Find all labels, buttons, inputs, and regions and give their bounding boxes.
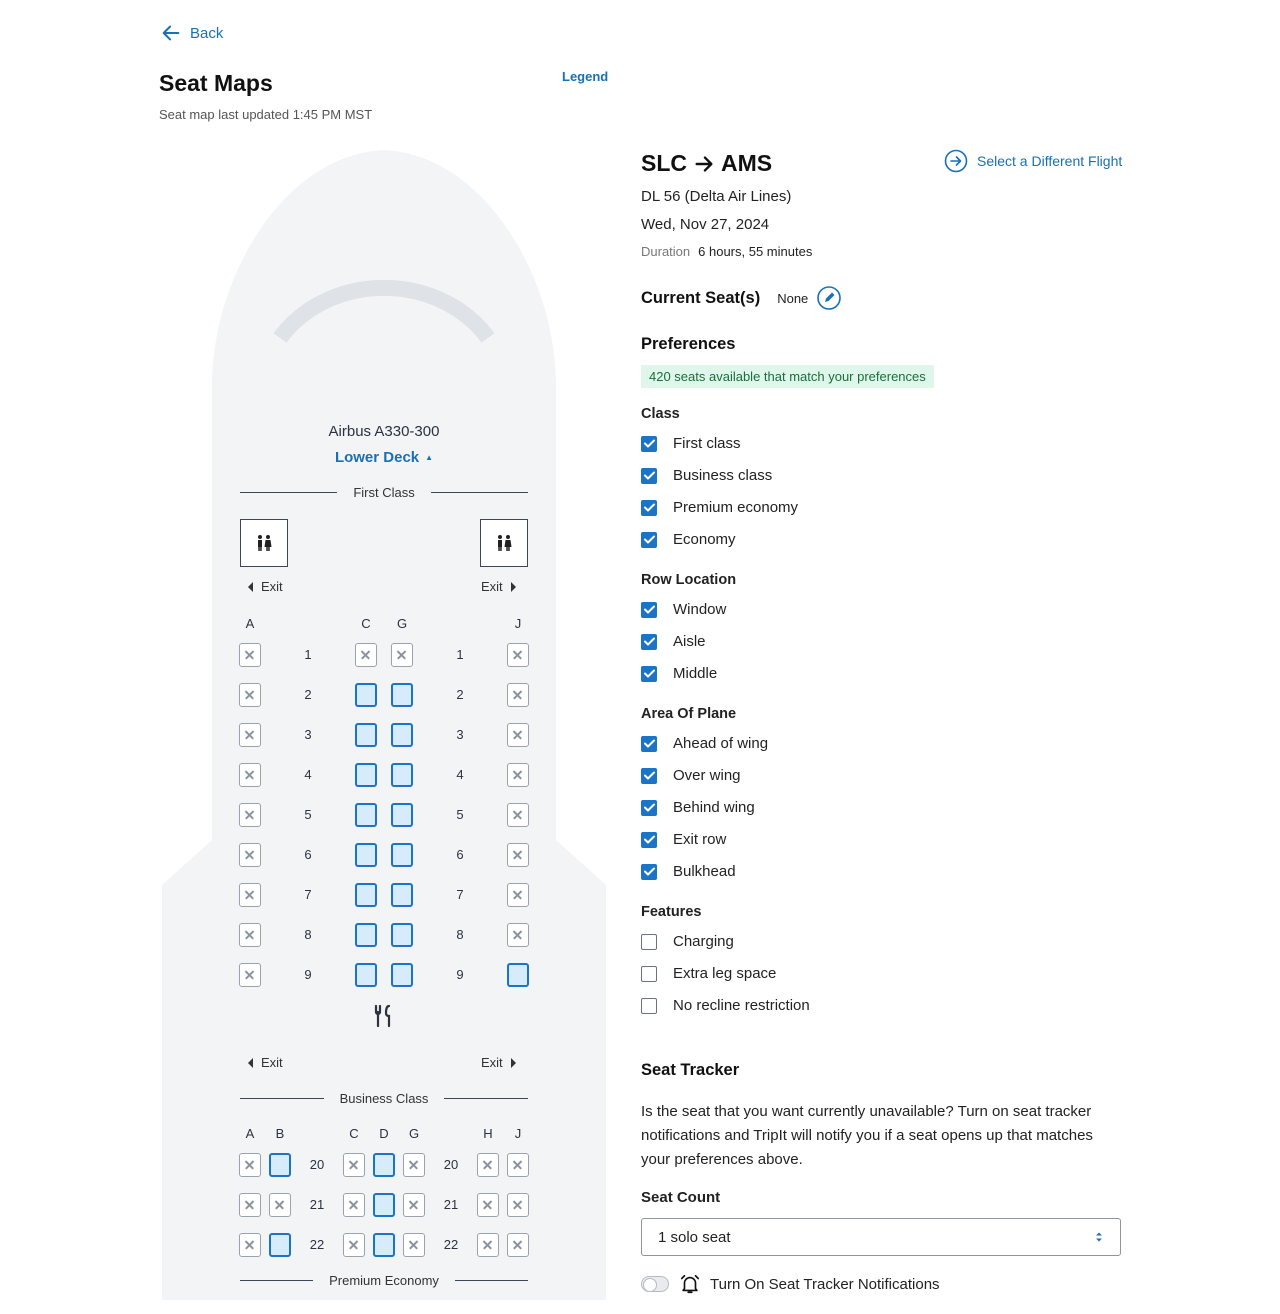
preference-checkbox-row[interactable] bbox=[641, 531, 736, 548]
seat-tracker-toggle-row bbox=[641, 1273, 940, 1295]
checkbox[interactable] bbox=[641, 602, 657, 618]
row-number: 1 bbox=[304, 647, 312, 662]
seat-unavailable bbox=[403, 1153, 425, 1177]
preference-group-title: Row Location bbox=[641, 572, 737, 588]
row-number: 7 bbox=[456, 887, 464, 902]
checkbox[interactable] bbox=[641, 934, 657, 950]
seat-tracker-toggle[interactable] bbox=[641, 1276, 669, 1292]
seat-available[interactable] bbox=[355, 723, 377, 747]
preference-checkbox-row[interactable] bbox=[641, 499, 798, 516]
seat-unavailable bbox=[355, 643, 377, 667]
checkbox[interactable] bbox=[641, 666, 657, 682]
lavatory-left bbox=[240, 519, 288, 567]
seat-unavailable bbox=[507, 1233, 529, 1257]
seat-unavailable bbox=[269, 1193, 291, 1217]
preference-group-title: Features bbox=[641, 904, 702, 920]
seat-available[interactable] bbox=[355, 843, 377, 867]
premium-economy-label: Premium Economy bbox=[329, 1273, 439, 1288]
last-updated-text: Seat map last updated 1:45 PM MST bbox=[159, 107, 373, 122]
seat-column-label: B bbox=[275, 1126, 285, 1141]
checkbox-label: Bulkhead bbox=[673, 863, 736, 880]
seat-available[interactable] bbox=[391, 723, 413, 747]
checkbox[interactable] bbox=[641, 832, 657, 848]
seat-available[interactable] bbox=[391, 763, 413, 787]
row-number: 3 bbox=[304, 727, 312, 742]
checkbox-label: Charging bbox=[673, 933, 734, 950]
lavatory-icon bbox=[494, 533, 514, 553]
checkmark-icon bbox=[644, 867, 655, 876]
preference-checkbox-row[interactable] bbox=[641, 863, 736, 880]
exit-arrow-left-icon bbox=[248, 582, 253, 592]
checkbox-label: Exit row bbox=[673, 831, 727, 848]
select-different-flight-label: Select a Different Flight bbox=[977, 153, 1123, 169]
seat-unavailable bbox=[391, 643, 413, 667]
page-title: Seat Maps bbox=[159, 70, 273, 96]
seat-unavailable bbox=[507, 723, 529, 747]
business-class-label: Business Class bbox=[339, 1091, 429, 1106]
seat-unavailable bbox=[239, 1153, 261, 1177]
back-label: Back bbox=[190, 24, 224, 42]
checkmark-icon bbox=[644, 503, 655, 512]
seat-column-label: C bbox=[349, 1126, 359, 1141]
row-number: 6 bbox=[456, 847, 464, 862]
seat-available[interactable] bbox=[391, 923, 413, 947]
checkbox-label: Extra leg space bbox=[673, 965, 777, 982]
edit-pencil-icon[interactable] bbox=[817, 286, 841, 310]
row-number: 8 bbox=[304, 927, 312, 942]
checkmark-icon bbox=[644, 605, 655, 614]
seat-available[interactable] bbox=[355, 963, 377, 987]
seat-column-label: D bbox=[379, 1126, 389, 1141]
premium-economy-divider bbox=[240, 1273, 528, 1288]
exit-arrow-left-icon bbox=[248, 1058, 253, 1068]
arrow-right-icon bbox=[693, 153, 715, 175]
current-seat-row bbox=[641, 286, 841, 310]
seat-column-label: A bbox=[245, 1126, 255, 1141]
seat-unavailable bbox=[403, 1233, 425, 1257]
preference-checkbox-row[interactable] bbox=[641, 435, 741, 452]
seat-column-label: G bbox=[408, 1126, 420, 1141]
seat-column-label: J bbox=[514, 1126, 522, 1141]
seat-unavailable bbox=[239, 643, 261, 667]
checkbox-label: First class bbox=[673, 435, 741, 452]
checkbox[interactable] bbox=[641, 500, 657, 516]
first-class-label: First Class bbox=[353, 485, 415, 500]
exit-arrow-right-icon bbox=[511, 1058, 516, 1068]
checkbox-label: Ahead of wing bbox=[673, 735, 769, 752]
duration-value: 6 hours, 55 minutes bbox=[698, 244, 813, 259]
checkbox-label: Business class bbox=[673, 467, 773, 484]
aircraft-model: Airbus A330-300 bbox=[328, 423, 440, 440]
exit-left-front bbox=[248, 579, 283, 594]
seat-tracker-description: Is the seat that you want currently unavailable? Turn on seat tracker notifications and TripIt will notify you if a seat opens up that matches your preferences above. bbox=[641, 1103, 1093, 1168]
checkbox-label: Aisle bbox=[673, 633, 706, 650]
lavatory-right bbox=[480, 519, 528, 567]
seat-unavailable bbox=[507, 643, 529, 667]
circle-arrow-right-icon bbox=[944, 149, 968, 173]
checkmark-icon bbox=[644, 739, 655, 748]
seat-column-label: G bbox=[396, 616, 408, 631]
checkmark-icon bbox=[644, 835, 655, 844]
seat-unavailable bbox=[239, 1193, 261, 1217]
checkbox-label: Behind wing bbox=[673, 799, 755, 816]
preference-group-title: Class bbox=[641, 406, 680, 422]
checkbox[interactable] bbox=[641, 532, 657, 548]
caret-up-icon: ▲ bbox=[425, 453, 434, 462]
seat-available[interactable] bbox=[391, 683, 413, 707]
row-number: 21 bbox=[443, 1197, 459, 1212]
seat-unavailable bbox=[343, 1233, 365, 1257]
alarm-bell-icon bbox=[679, 1273, 701, 1295]
seat-unavailable bbox=[507, 923, 529, 947]
row-number: 9 bbox=[456, 967, 464, 982]
seat-unavailable bbox=[239, 963, 261, 987]
seat-unavailable bbox=[239, 923, 261, 947]
seat-unavailable bbox=[477, 1193, 499, 1217]
row-number: 1 bbox=[456, 647, 464, 662]
row-number: 6 bbox=[304, 847, 312, 862]
deck-selector[interactable] bbox=[162, 449, 606, 466]
seat-tracker-toggle-label: Turn On Seat Tracker Notifications bbox=[710, 1275, 940, 1293]
checkbox[interactable] bbox=[641, 998, 657, 1014]
row-number: 2 bbox=[304, 687, 312, 702]
seat-unavailable bbox=[477, 1233, 499, 1257]
seat-unavailable bbox=[239, 723, 261, 747]
preference-checkbox-row[interactable] bbox=[641, 933, 734, 950]
row-number: 20 bbox=[443, 1157, 459, 1172]
seat-available[interactable] bbox=[391, 803, 413, 827]
row-number: 5 bbox=[456, 807, 464, 822]
seat-unavailable bbox=[507, 763, 529, 787]
checkbox[interactable] bbox=[641, 736, 657, 752]
row-number: 20 bbox=[309, 1157, 325, 1172]
seat-available[interactable] bbox=[355, 883, 377, 907]
seat-unavailable bbox=[239, 803, 261, 827]
checkmark-icon bbox=[644, 637, 655, 646]
seat-available[interactable] bbox=[355, 923, 377, 947]
checkbox-label: Over wing bbox=[673, 767, 741, 784]
preference-checkbox-row[interactable] bbox=[641, 601, 726, 618]
route-title bbox=[641, 150, 772, 177]
preference-checkbox-row[interactable] bbox=[641, 633, 706, 650]
seat-available[interactable] bbox=[269, 1233, 291, 1257]
business-class-divider bbox=[240, 1091, 528, 1106]
seat-column-label: C bbox=[361, 616, 371, 631]
seat-available[interactable] bbox=[373, 1193, 395, 1217]
checkbox-label: Window bbox=[673, 601, 727, 618]
seat-available[interactable] bbox=[373, 1233, 395, 1257]
row-number: 7 bbox=[304, 887, 312, 902]
select-different-flight-link[interactable] bbox=[944, 149, 1122, 173]
checkbox[interactable] bbox=[641, 966, 657, 982]
seat-available[interactable] bbox=[269, 1153, 291, 1177]
checkmark-icon bbox=[644, 471, 655, 480]
flight-duration bbox=[641, 244, 812, 259]
checkbox-label: Premium economy bbox=[673, 499, 799, 516]
row-number: 4 bbox=[304, 767, 312, 782]
checkbox-label: Economy bbox=[673, 531, 736, 548]
seat-unavailable bbox=[507, 1153, 529, 1177]
preferences-title: Preferences bbox=[641, 335, 736, 353]
match-count-badge: 420 seats available that match your preferences bbox=[641, 365, 934, 388]
legend-link[interactable]: Legend bbox=[562, 69, 609, 84]
seat-count-label: Seat Count bbox=[641, 1189, 721, 1206]
seat-unavailable bbox=[507, 683, 529, 707]
current-seat-value: None bbox=[777, 290, 809, 306]
seat-unavailable bbox=[507, 843, 529, 867]
row-number: 22 bbox=[443, 1237, 459, 1252]
seat-unavailable bbox=[403, 1193, 425, 1217]
seat-count-select[interactable] bbox=[641, 1218, 1121, 1256]
preference-group-title: Area Of Plane bbox=[641, 706, 737, 722]
checkbox[interactable] bbox=[641, 768, 657, 784]
seat-available[interactable] bbox=[355, 803, 377, 827]
checkbox[interactable] bbox=[641, 436, 657, 452]
row-number: 2 bbox=[456, 687, 464, 702]
row-number: 9 bbox=[304, 967, 312, 982]
checkmark-icon bbox=[644, 771, 655, 780]
exit-label: Exit bbox=[261, 579, 283, 594]
seat-available[interactable] bbox=[391, 843, 413, 867]
exit-left-rear bbox=[248, 1055, 283, 1070]
checkbox-label: No recline restriction bbox=[673, 997, 810, 1014]
checkbox[interactable] bbox=[641, 468, 657, 484]
checkmark-icon bbox=[644, 803, 655, 812]
current-seat-label: Current Seat(s) bbox=[641, 288, 761, 307]
select-arrows-icon bbox=[1094, 1230, 1104, 1244]
row-number: 3 bbox=[456, 727, 464, 742]
row-number: 5 bbox=[304, 807, 312, 822]
checkbox[interactable] bbox=[641, 634, 657, 650]
checkmark-icon bbox=[644, 535, 655, 544]
seat-column-label: A bbox=[245, 616, 255, 631]
preference-checkbox-row[interactable] bbox=[641, 965, 776, 982]
seat-map bbox=[162, 150, 606, 1300]
preference-checkbox-row[interactable] bbox=[641, 997, 810, 1014]
seat-count-value: 1 solo seat bbox=[658, 1228, 731, 1246]
seat-unavailable bbox=[507, 1193, 529, 1217]
deck-label: Lower Deck bbox=[334, 449, 420, 466]
seat-unavailable bbox=[477, 1153, 499, 1177]
flight-date: Wed, Nov 27, 2024 bbox=[641, 216, 770, 233]
preference-checkbox-row[interactable] bbox=[641, 467, 772, 484]
preference-checkbox-row[interactable] bbox=[641, 767, 741, 784]
exit-right-front bbox=[481, 579, 516, 594]
checkbox[interactable] bbox=[641, 800, 657, 816]
seat-unavailable bbox=[239, 763, 261, 787]
first-class-divider bbox=[240, 485, 528, 500]
exit-right-rear bbox=[481, 1055, 516, 1070]
preference-checkbox-row[interactable] bbox=[641, 799, 755, 816]
seat-tracker-title: Seat Tracker bbox=[641, 1061, 740, 1079]
seat-unavailable bbox=[343, 1153, 365, 1177]
galley-icon bbox=[372, 1004, 396, 1028]
seat-column-label: H bbox=[483, 1126, 493, 1141]
exit-arrow-right-icon bbox=[511, 582, 516, 592]
checkmark-icon bbox=[644, 439, 655, 448]
row-number: 21 bbox=[309, 1197, 325, 1212]
row-number: 8 bbox=[456, 927, 464, 942]
seat-unavailable bbox=[239, 883, 261, 907]
seat-column-label: J bbox=[514, 616, 522, 631]
seat-unavailable bbox=[239, 683, 261, 707]
preference-checkbox-row[interactable] bbox=[641, 735, 768, 752]
seat-available[interactable] bbox=[355, 763, 377, 787]
seat-unavailable bbox=[507, 883, 529, 907]
exit-label: Exit bbox=[261, 1055, 283, 1070]
row-number: 22 bbox=[309, 1237, 325, 1252]
row-number: 4 bbox=[456, 767, 464, 782]
seat-available[interactable] bbox=[391, 963, 413, 987]
flight-number: DL 56 (Delta Air Lines) bbox=[641, 188, 792, 205]
exit-label: Exit bbox=[481, 1055, 503, 1070]
checkmark-icon bbox=[644, 669, 655, 678]
arrow-left-icon bbox=[160, 22, 182, 44]
preference-checkbox-row[interactable] bbox=[641, 831, 726, 848]
checkbox[interactable] bbox=[641, 864, 657, 880]
destination-code: AMS bbox=[721, 150, 773, 176]
origin-code: SLC bbox=[641, 150, 687, 176]
lavatory-icon bbox=[254, 533, 274, 553]
seat-unavailable bbox=[343, 1193, 365, 1217]
seat-available[interactable] bbox=[507, 963, 529, 987]
seat-unavailable bbox=[507, 803, 529, 827]
back-link[interactable] bbox=[160, 22, 223, 44]
preference-checkbox-row[interactable] bbox=[641, 665, 717, 682]
seat-available[interactable] bbox=[373, 1153, 395, 1177]
seat-available[interactable] bbox=[355, 683, 377, 707]
seat-unavailable bbox=[239, 1233, 261, 1257]
checkbox-label: Middle bbox=[673, 665, 718, 682]
duration-label: Duration bbox=[641, 244, 691, 259]
seat-unavailable bbox=[239, 843, 261, 867]
seat-available[interactable] bbox=[391, 883, 413, 907]
exit-label: Exit bbox=[481, 579, 503, 594]
